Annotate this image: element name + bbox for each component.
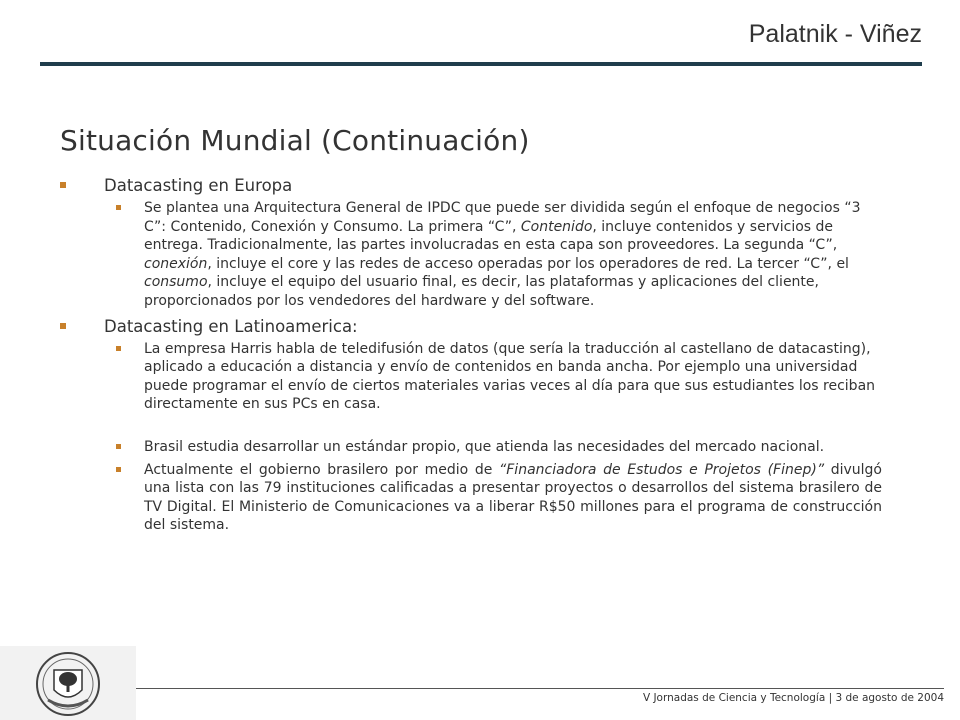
slide-title: Situación Mundial (Continuación) xyxy=(60,124,530,157)
paragraph-europa-ipdc: Se plantea una Arquitectura General de IPDC que puede ser dividida según el enfoque de negocios “3 C”: Contenido, Conexión y Consumo. La primera “C”, Contenido, incluye contenidos y servicios de entrega. Tradicionalmente, las partes involucradas en esta capa son proveedores. La segunda “C”, conexión, incluye el core y las redes de acceso operadas por los operadores de red. La tercer “C”, el consumo, incluye el equipo del usuario final, es decir, las plataformas y aplicaciones del cliente, proporcionados por los vendedores del hardware y del software. xyxy=(56,199,882,311)
square-bullet-icon xyxy=(116,205,121,210)
square-bullet-icon xyxy=(116,467,121,472)
section-heading-latinoamerica: Datacasting en Latinoamerica: xyxy=(56,317,882,336)
slide-content xyxy=(56,176,882,539)
university-seal-icon xyxy=(34,650,102,718)
spacer xyxy=(56,418,882,438)
paragraph-brasil: Brasil estudia desarrollar un estándar propio, que atienda las necesidades del mercado nacional. xyxy=(56,438,882,457)
paragraph-harris: La empresa Harris habla de teledifusión de datos (que sería la traducción al castellano de datacasting), aplicado a educación a distancia y envío de contenidos en banda ancha. Por ejemplo una universidad puede programar el envío de ciertos materiales varias veces al día para que sus estudiantes los reciban directamente en sus PCs en casa. xyxy=(56,340,882,414)
section-heading-europa: Datacasting en Europa xyxy=(56,176,882,195)
logo-area xyxy=(0,646,136,720)
footer-rule xyxy=(136,688,944,689)
square-bullet-icon xyxy=(60,182,66,188)
square-bullet-icon xyxy=(116,444,121,449)
paragraph-finep: Actualmente el gobierno brasilero por medio de “Financiadora de Estudos e Projetos (Finep)” divulgó una lista con las 79 instituciones calificadas a presentar proyectos o desarrollos del sistema brasilero de TV Digital. El Ministerio de Comunicaciones va a liberar R$50 millones para el programa de construcción del sistema. xyxy=(56,461,882,535)
header-author: Palatnik - Viñez xyxy=(748,20,922,48)
footer-text: V Jornadas de Ciencia y Tecnología | 3 de agosto de 2004 xyxy=(642,692,944,704)
square-bullet-icon xyxy=(116,346,121,351)
header-rule xyxy=(40,62,922,66)
square-bullet-icon xyxy=(60,323,66,329)
